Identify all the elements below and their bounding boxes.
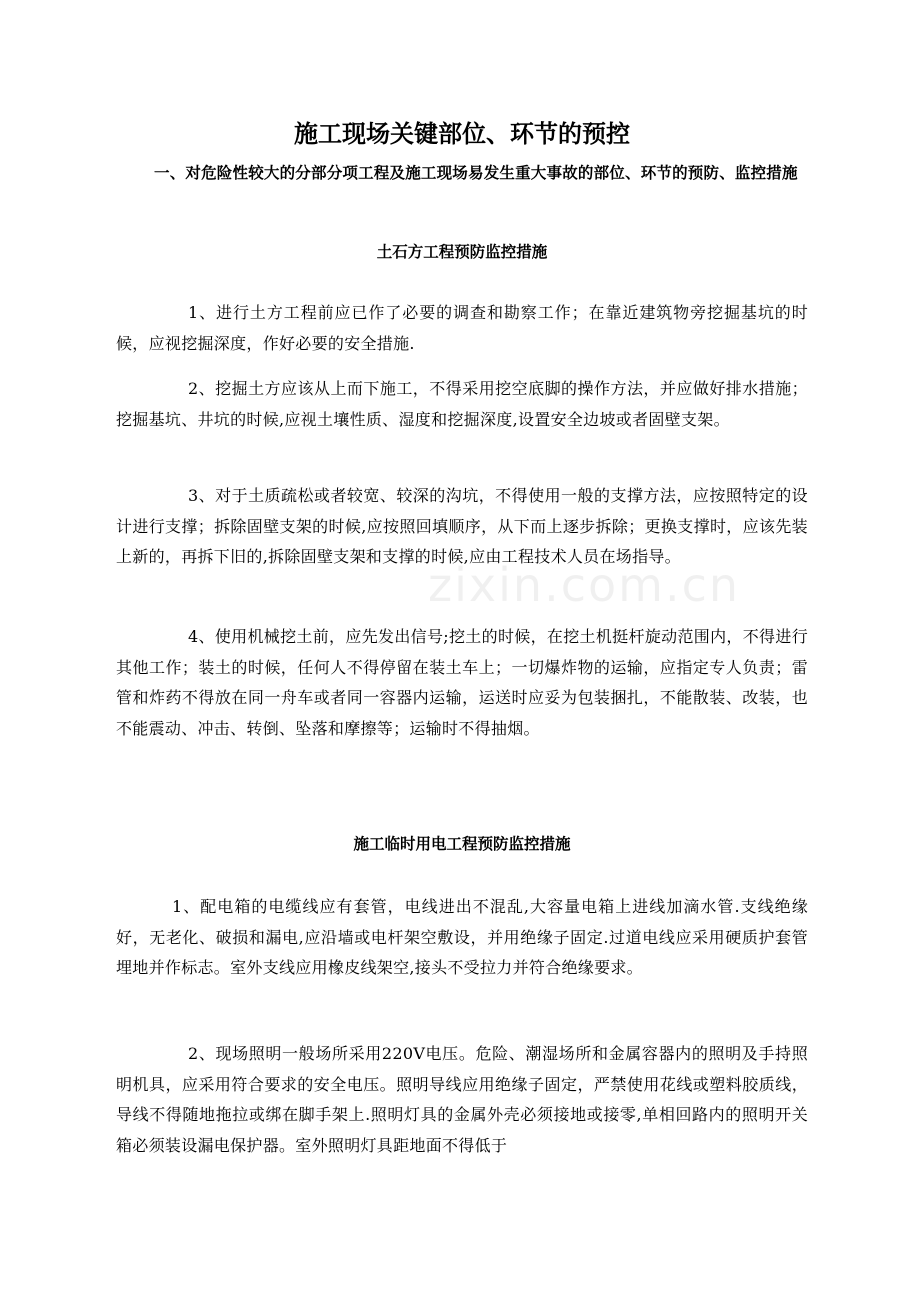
earthwork-paragraph-2: 2、挖掘土方应该从上而下施工，不得采用挖空底脚的操作方法，并应做好排水措施；挖掘基坑、井坑的时候,应视土壤性质、湿度和挖掘深度,设置安全边坡或者固壁支架。 — [116, 379, 808, 429]
earthwork-heading: 土石方工程预防监控措施 — [376, 243, 548, 261]
electrical-heading: 施工临时用电工程预防监控措施 — [353, 835, 571, 853]
electrical-paragraph-1: 1、配电箱的电缆线应有套管，电线进出不混乱,大容量电箱上进线加滴水管.支线绝缘好，无老化、破损和漏电,应沿墙或电杆架空敷设，并用绝缘子固定.过道电线应采用硬质护套管埋地并作标志。室外支线应用橡皮线架空,接头不受拉力并符合绝缘要求。 — [116, 897, 808, 977]
watermark: zixin.com.cn — [428, 558, 741, 612]
earthwork-paragraph-3: 3、对于土质疏松或者较宽、较深的沟坑，不得使用一般的支撑方法，应按照特定的设计进行支撑；拆除固壁支架的时候,应按照回填顺序，从下而上逐步拆除；更换支撑时，应该先装上新的，再拆下旧的,拆除固壁支架和支撑的时候,应由工程技术人员在场指导。 — [116, 486, 808, 566]
document-title: 施工现场关键部位、环节的预控 — [294, 120, 630, 148]
section-heading: 一、对危险性较大的分部分项工程及施工现场易发生重大事故的部位、环节的预防、监控措施 — [154, 164, 798, 182]
earthwork-paragraph-1: 1、进行土方工程前应已作了必要的调查和勘察工作；在靠近建筑物旁挖掘基坑的时候，应视挖掘深度，作好必要的安全措施. — [116, 303, 808, 353]
earthwork-paragraph-4: 4、使用机械挖土前，应先发出信号;挖土的时候，在挖土机挺杆旋动范围内，不得进行其他工作；装土的时候，任何人不得停留在装土车上；一切爆炸物的运输，应指定专人负责；雷管和炸药不得放在同一舟车或者同一容器内运输，运送时应妥为包装捆扎，不能散装、改装，也不能震动、冲击、转倒、坠落和摩擦等；运输时不得抽烟。 — [116, 627, 808, 738]
electrical-paragraph-2: 2、现场照明一般场所采用220V电压。危险、潮湿场所和金属容器内的照明及手持照明机具，应采用符合要求的安全电压。照明导线应用绝缘子固定，严禁使用花线或塑料胶质线，导线不得随地拖拉或绑在脚手架上.照明灯具的金属外壳必须接地或接零,单相回路内的照明开关箱必须装设漏电保护器。室外照明灯具距地面不得低于 — [116, 1044, 808, 1155]
